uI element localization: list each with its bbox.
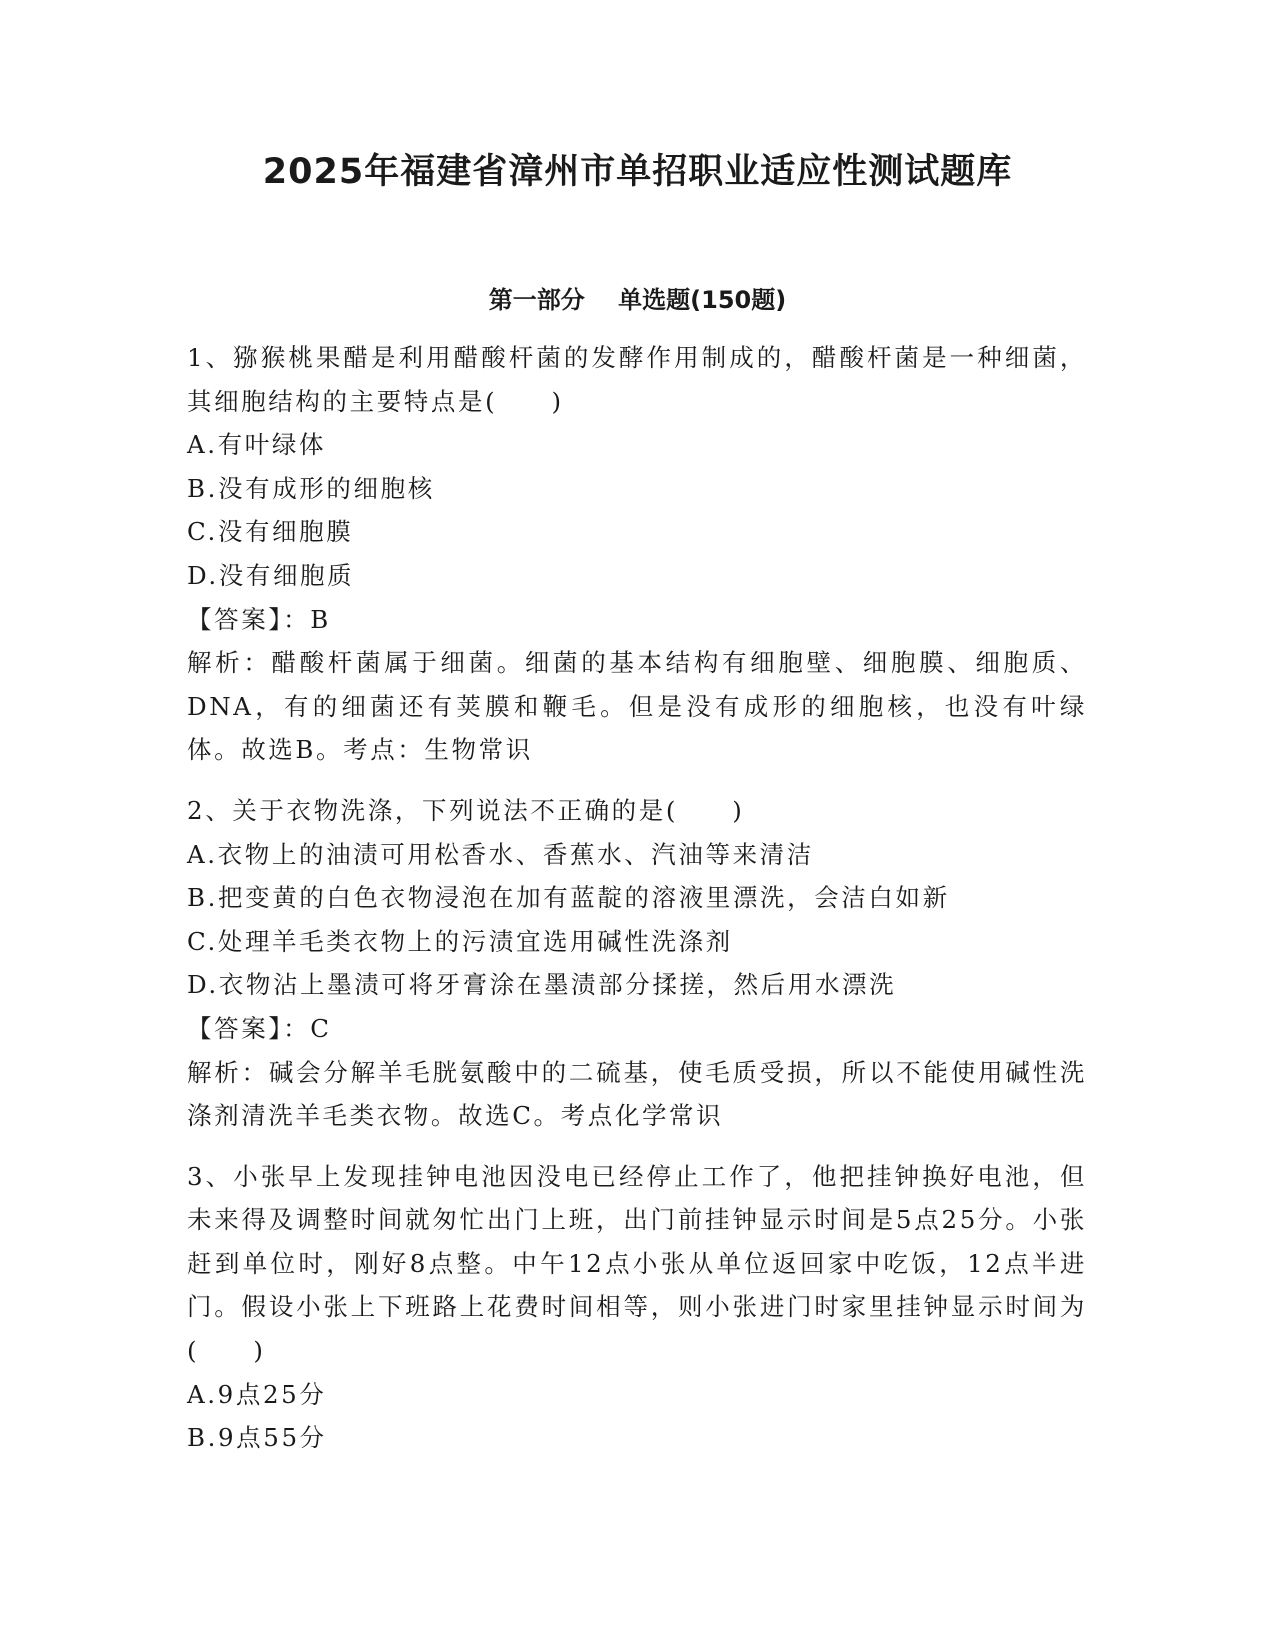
answer-line: 【答案】：C: [187, 1013, 332, 1043]
explanation: 解析：醋酸杆菌属于细菌。细菌的基本结构有细胞壁、细胞膜、细胞质、DNA，有的细菌还有荚膜和鞭毛。但是没有成形的细胞核，也没有叶绿体。故选B。考点：生物常识: [187, 648, 1087, 765]
answer-line: 【答案】：B: [187, 604, 331, 634]
question-stem: 3、小张早上发现挂钟电池因没电已经停止工作了，他把挂钟换好电池，但未来得及调整时间就匆忙出门上班，出门前挂钟显示时间是5点25分。小张赶到单位时，刚好8点整。中午12点小张从单位返回家中吃饭，12点半进门。假设小张上下班路上花费时间相等，则小张进门时家里挂钟显示时间为( ): [187, 1161, 1087, 1366]
question-stem: 1、猕猴桃果醋是利用醋酸杆菌的发酵作用制成的，醋酸杆菌是一种细菌，其细胞结构的主要特点是( ): [187, 343, 1087, 416]
question-2: [187, 789, 1087, 1138]
document-title: 2025年福建省漳州市单招职业适应性测试题库: [262, 152, 1013, 192]
option-b: B.9点55分: [187, 1423, 327, 1453]
option-a: A.9点25分: [187, 1379, 327, 1409]
question-1: [187, 336, 1087, 772]
option-a: A.有叶绿体: [187, 430, 327, 460]
option-b: B.把变黄的白色衣物浸泡在加有蓝靛的溶液里漂洗，会洁白如新: [187, 883, 950, 913]
option-b: B.没有成形的细胞核: [187, 473, 435, 503]
option-d: D.没有细胞质: [187, 560, 355, 590]
option-a: A.衣物上的油渍可用松香水、香蕉水、汽油等来清洁: [187, 839, 814, 869]
option-c: C.没有细胞膜: [187, 517, 354, 547]
option-c: C.处理羊毛类衣物上的污渍宜选用碱性洗涤剂: [187, 926, 733, 956]
question-list: [187, 336, 1087, 1477]
question-stem: 2、关于衣物洗涤，下列说法不正确的是( ): [187, 795, 745, 825]
section-title: 第一部分 单选题(150题): [488, 286, 787, 314]
option-d: D.衣物沾上墨渍可将牙膏涂在墨渍部分揉搓，然后用水漂洗: [187, 970, 897, 1000]
question-3: [187, 1155, 1087, 1460]
explanation: 解析：碱会分解羊毛胱氨酸中的二硫基，使毛质受损，所以不能使用碱性洗涤剂清洗羊毛类衣物。故选C。考点化学常识: [187, 1057, 1087, 1131]
